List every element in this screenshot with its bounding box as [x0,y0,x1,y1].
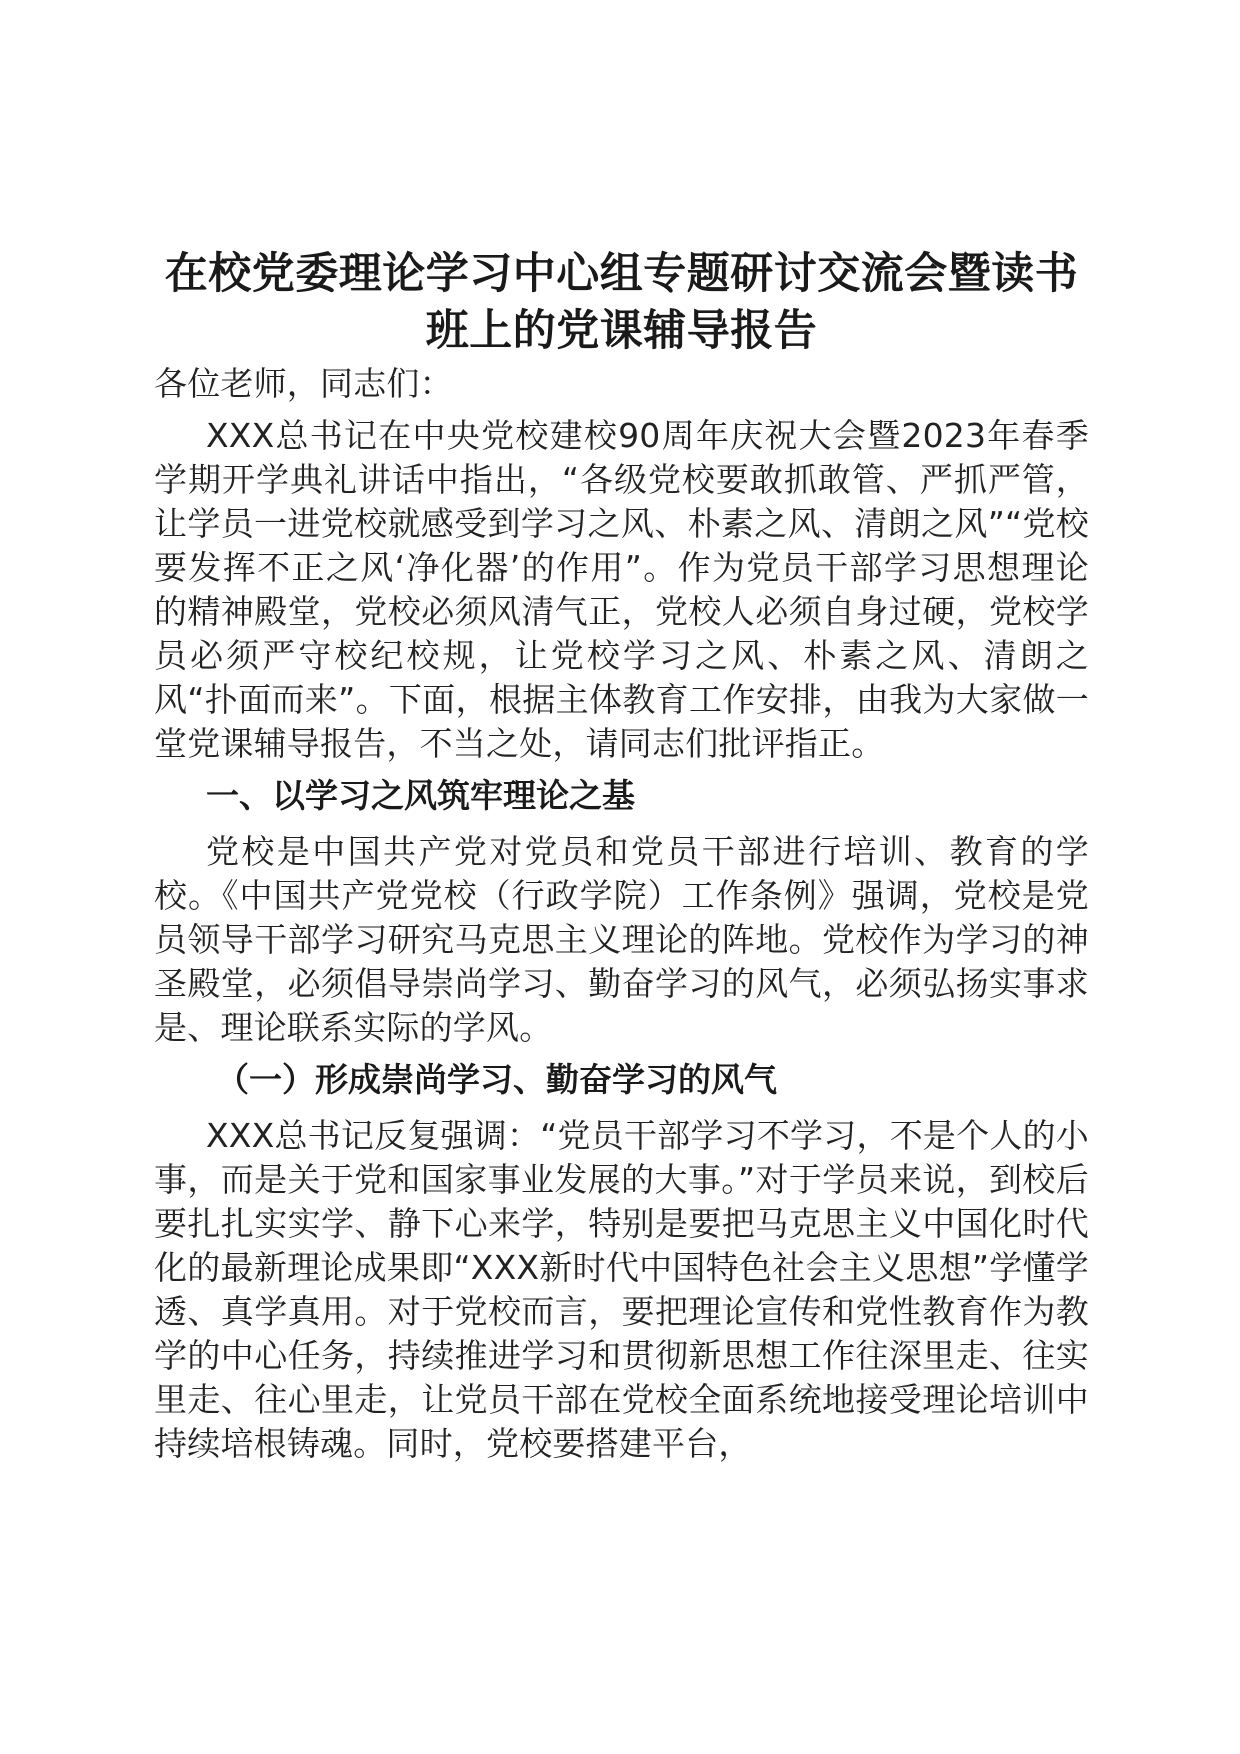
paragraph-subsection-1: XXX总书记反复强调：“党员干部学习不学习，不是个人的小事，而是关于党和国家事业发展的大事。”对于学员来说，到校后要扎扎实实学、静下心来学，特别是要把马克思主义中国化时代化的最新理论成果即“XXX新时代中国特色社会主义思想”学懂学透、真学真用。对于党校而言，要把理论宣传和党性教育作为教学的中心任务，持续推进学习和贯彻新思想工作往深里走、往实里走、往心里走，让党员干部在党校全面系统地接受理论培训中持续培根铸魂。同时，党校要搭建平台， [154,1116,1089,1463]
paragraph-intro: XXX总书记在中央党校建校90周年庆祝大会暨2023年春季学期开学典礼讲话中指出，“各级党校要敢抓敢管、严抓严管，让学员一进党校就感受到学习之风、朴素之风、清朗之风”“党校要发挥不正之风‘净化器’的作用”。作为党员干部学习思想理论的精神殿堂，党校必须风清气正，党校人必须自身过硬，党校学员必须严守校纪校规，让党校学习之风、朴素之风、清朗之风“扑面而来”。下面，根据主体教育工作安排，由我为大家做一堂党课辅导报告，不当之处，请同志们批评指正。 [154,416,1089,763]
section-heading-1: 一、以学习之风筑牢理论之基 [206,776,635,815]
subsection-heading-1: （一）形成崇尚学习、勤奋学习的风气 [216,1060,777,1099]
salutation: 各位老师，同志们： [154,364,453,403]
document-title: 在校党委理论学习中心组专题研讨交流会暨读书班上的党课辅导报告 [164,249,1079,356]
paragraph-section-1: 党校是中国共产党对党员和党员干部进行培训、教育的学校。《中国共产党党校（行政学院）工作条例》强调，党校是党员领导干部学习研究马克思主义理论的阵地。党校作为学习的神圣殿堂，必须倡导崇尚学习、勤奋学习的风气，必须弘扬实事求是、理论联系实际的学风。 [154,832,1089,1047]
document-content [154,246,1089,1474]
